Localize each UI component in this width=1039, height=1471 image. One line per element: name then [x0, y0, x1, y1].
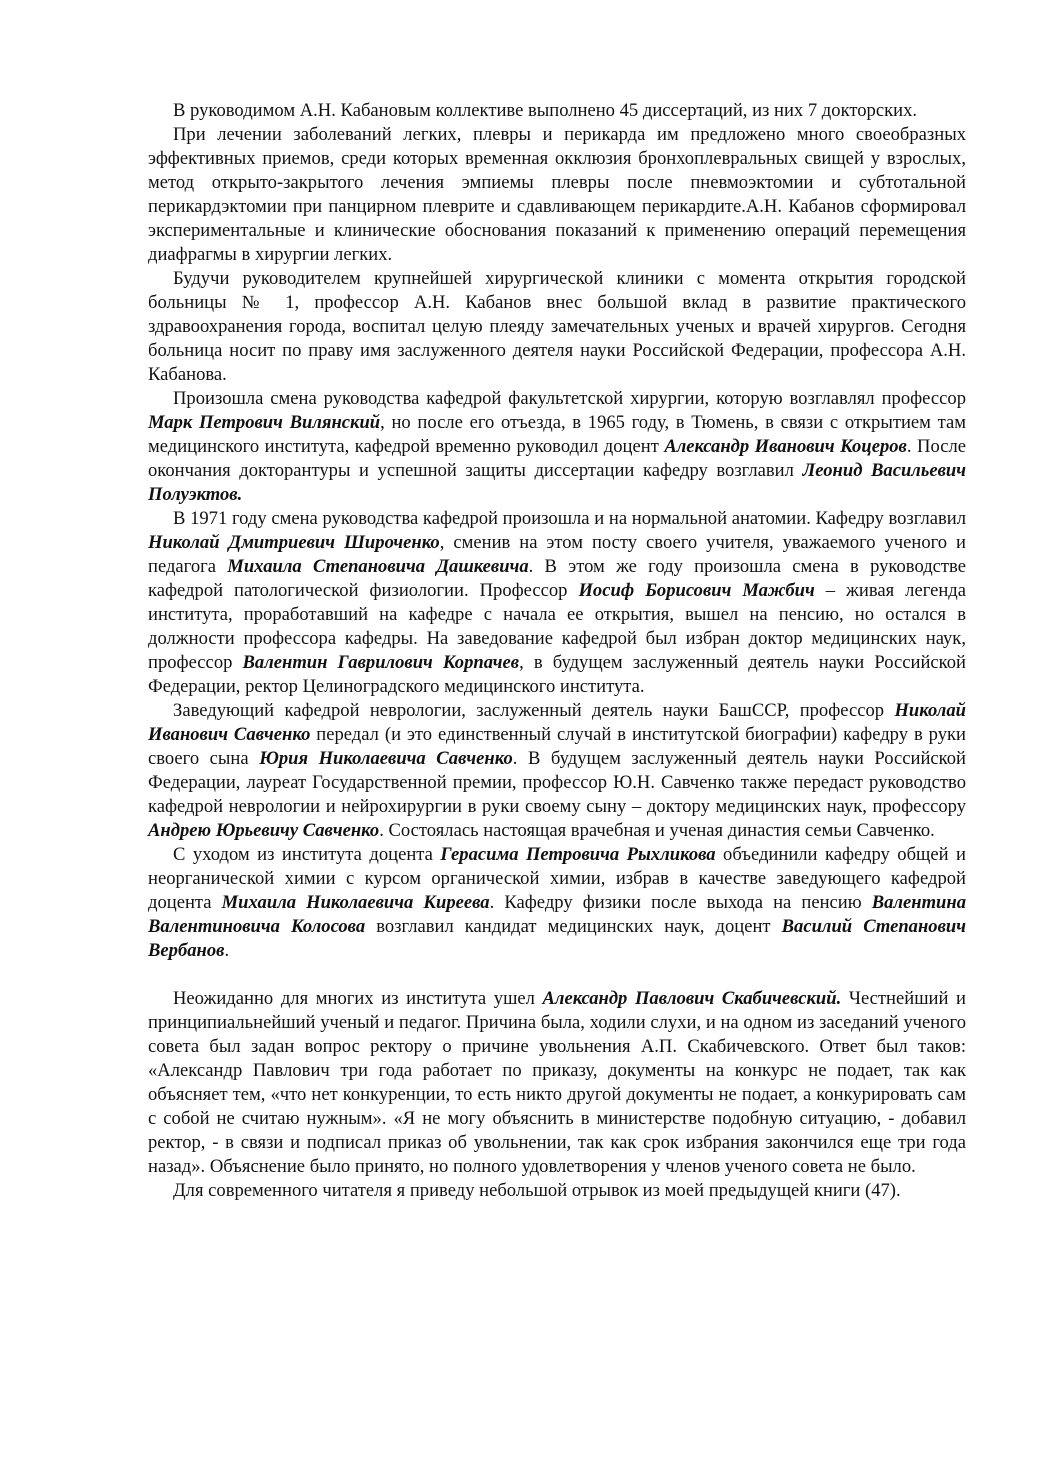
- paragraph: [148, 387, 966, 507]
- paragraph-text: передал (и это единственный случай в институтской биографии) кафедру в руки своего сына: [148, 724, 966, 769]
- paragraph-text: С уходом из института доцента: [173, 844, 441, 865]
- paragraph: [148, 267, 966, 387]
- person-name: Юрия Николаевича Савченко: [259, 748, 513, 769]
- paragraph: [148, 123, 966, 267]
- paragraph-text: . Кафедру физики после выхода на пенсию: [489, 892, 872, 913]
- paragraph-text: – живая легенда института, проработавший на кафедре с начала ее открытия, вышел на пенсию, но остался в должности профессора кафедры. На заведование кафедрой был избран доктор медицинских наук, профессор: [148, 580, 966, 673]
- person-name: Михаила Николаевича Киреева: [221, 892, 490, 913]
- person-name: Валентина Валентиновича Колосова: [148, 892, 966, 937]
- paragraph-text: Неожиданно для многих из института ушел: [173, 988, 543, 1009]
- paragraph-text: . После окончания докторантуры и успешной защиты диссертации кафедру возглавил: [148, 436, 966, 481]
- paragraph-text: При лечении заболеваний легких, плевры и перикарда им предложено много своеобразных эффективных приемов, среди которых временная окклюзия бронхоплевральных свищей у взрослых, метод открыто-закрытого лечения эмпиемы плевры после пневмоэктомии и субтотальной перикардэктомии при панцирном плеврите и сдавливающем перикардите.А.Н. Кабанов сформировал экспериментальные и клинические обоснования показаний к применению операций перемещения диафрагмы в хирургии легких.: [148, 124, 966, 265]
- paragraph-text: Для современного читателя я приведу небольшой отрывок из моей предыдущей книги (47).: [173, 1180, 901, 1201]
- paragraph-text: , сменив на этом посту своего учителя, уважаемого ученого и педагога: [148, 532, 967, 577]
- person-name: Иосиф Борисович Мажбич: [578, 580, 815, 601]
- paragraph: [148, 843, 966, 963]
- person-name: Андрею Юрьевичу Савченко: [148, 820, 380, 841]
- person-name: Василий Степанович Вербанов: [148, 916, 967, 961]
- paragraph-text: . Состоялась настоящая врачебная и ученая династия семьи Савченко.: [379, 820, 935, 841]
- paragraph-text: , в будущем заслуженный деятель науки Российской Федерации, ректор Целиноградского медицинского института.: [148, 652, 966, 697]
- paragraph-text: возглавил кандидат медицинских наук, доцент: [365, 916, 782, 937]
- paragraph-text: Заведующий кафедрой неврологии, заслуженный деятель науки БашССР, профессор: [173, 700, 895, 721]
- paragraph-text: . В будущем заслуженный деятель науки Российской Федерации, лауреат Государственной премии, профессор Ю.Н. Савченко также передаст руководство кафедрой неврологии и нейрохирургии в руки своему сыну – доктору медицинских наук, профессору: [148, 748, 966, 817]
- paragraph: [148, 507, 966, 699]
- person-name: Михаила Степановича Дашкевича: [227, 556, 529, 577]
- paragraph: [148, 699, 966, 843]
- person-name: Николай Дмитриевич Широченко: [148, 532, 440, 553]
- paragraph: [148, 99, 966, 123]
- paragraph-text: Честнейший и принципиальнейший ученый и педагог. Причина была, ходили слухи, и на одном из заседаний ученого совета был задан вопрос ректору о причине увольнения А.П. Скабичевского. Ответ был таков: «Александр Павлович три года работает по приказу, документы на конкурс не подает, так как объясняет тем, «что нет конкуренции, то есть никто другой документы не подает, а конкурировать сам с собой не считаю нужным». «Я не могу объяснить в министерстве подобную ситуацию, - добавил ректор, - в связи и подписал приказ об увольнении, так как срок избрания закончился еще три года назад». Объяснение было принято, но полного удовлетворения у членов ученого совета не было.: [148, 988, 966, 1177]
- paragraph-text: В руководимом А.Н. Кабановым коллективе выполнено 45 диссертаций, из них 7 докторских.: [173, 100, 918, 121]
- person-name: Марк Петрович Вилянский: [148, 412, 381, 433]
- paragraph: [148, 987, 966, 1179]
- person-name: Леонид Васильевич Полуэктов.: [148, 460, 967, 505]
- paragraph-text: объединили кафедру общей и неорганической химии с курсом органической химии, избрав в качестве заведующего кафедрой доцента: [148, 844, 966, 913]
- person-name: Валентин Гаврилович Корпачев: [242, 652, 520, 673]
- paragraph: [148, 1179, 966, 1203]
- document-page: [148, 99, 966, 1203]
- person-name: Николай Иванович Савченко: [148, 700, 966, 745]
- paragraph-text: , но после его отъезда, в 1965 году, в Тюмень, в связи с открытием там медицинского института, кафедрой временно руководил доцент: [148, 412, 966, 457]
- person-name: Александр Иванович Коцеров: [664, 436, 907, 457]
- paragraph-text: .: [224, 940, 230, 961]
- person-name: Герасима Петровича Рыхликова: [440, 844, 716, 865]
- paragraph-text: В 1971 году смена руководства кафедрой произошла и на нормальной анатомии. Кафедру возглавил: [173, 508, 966, 529]
- paragraph-text: Будучи руководителем крупнейшей хирургической клиники с момента открытия городской больницы № 1, профессор А.Н. Кабанов внес большой вклад в развитие практического здравоохранения города, воспитал целую плеяду замечательных ученых и врачей хирургов. Сегодня больница носит по праву имя заслуженного деятеля науки Российской Федерации, профессора А.Н. Кабанова.: [148, 268, 966, 385]
- paragraph-text: . В этом же году произошла смена в руководстве кафедрой патологической физиологии. Профессор: [148, 556, 966, 601]
- paragraph-text: Произошла смена руководства кафедрой факультетской хирургии, которую возглавлял профессор: [173, 388, 966, 409]
- person-name: Александр Павлович Скабичевский.: [542, 988, 842, 1009]
